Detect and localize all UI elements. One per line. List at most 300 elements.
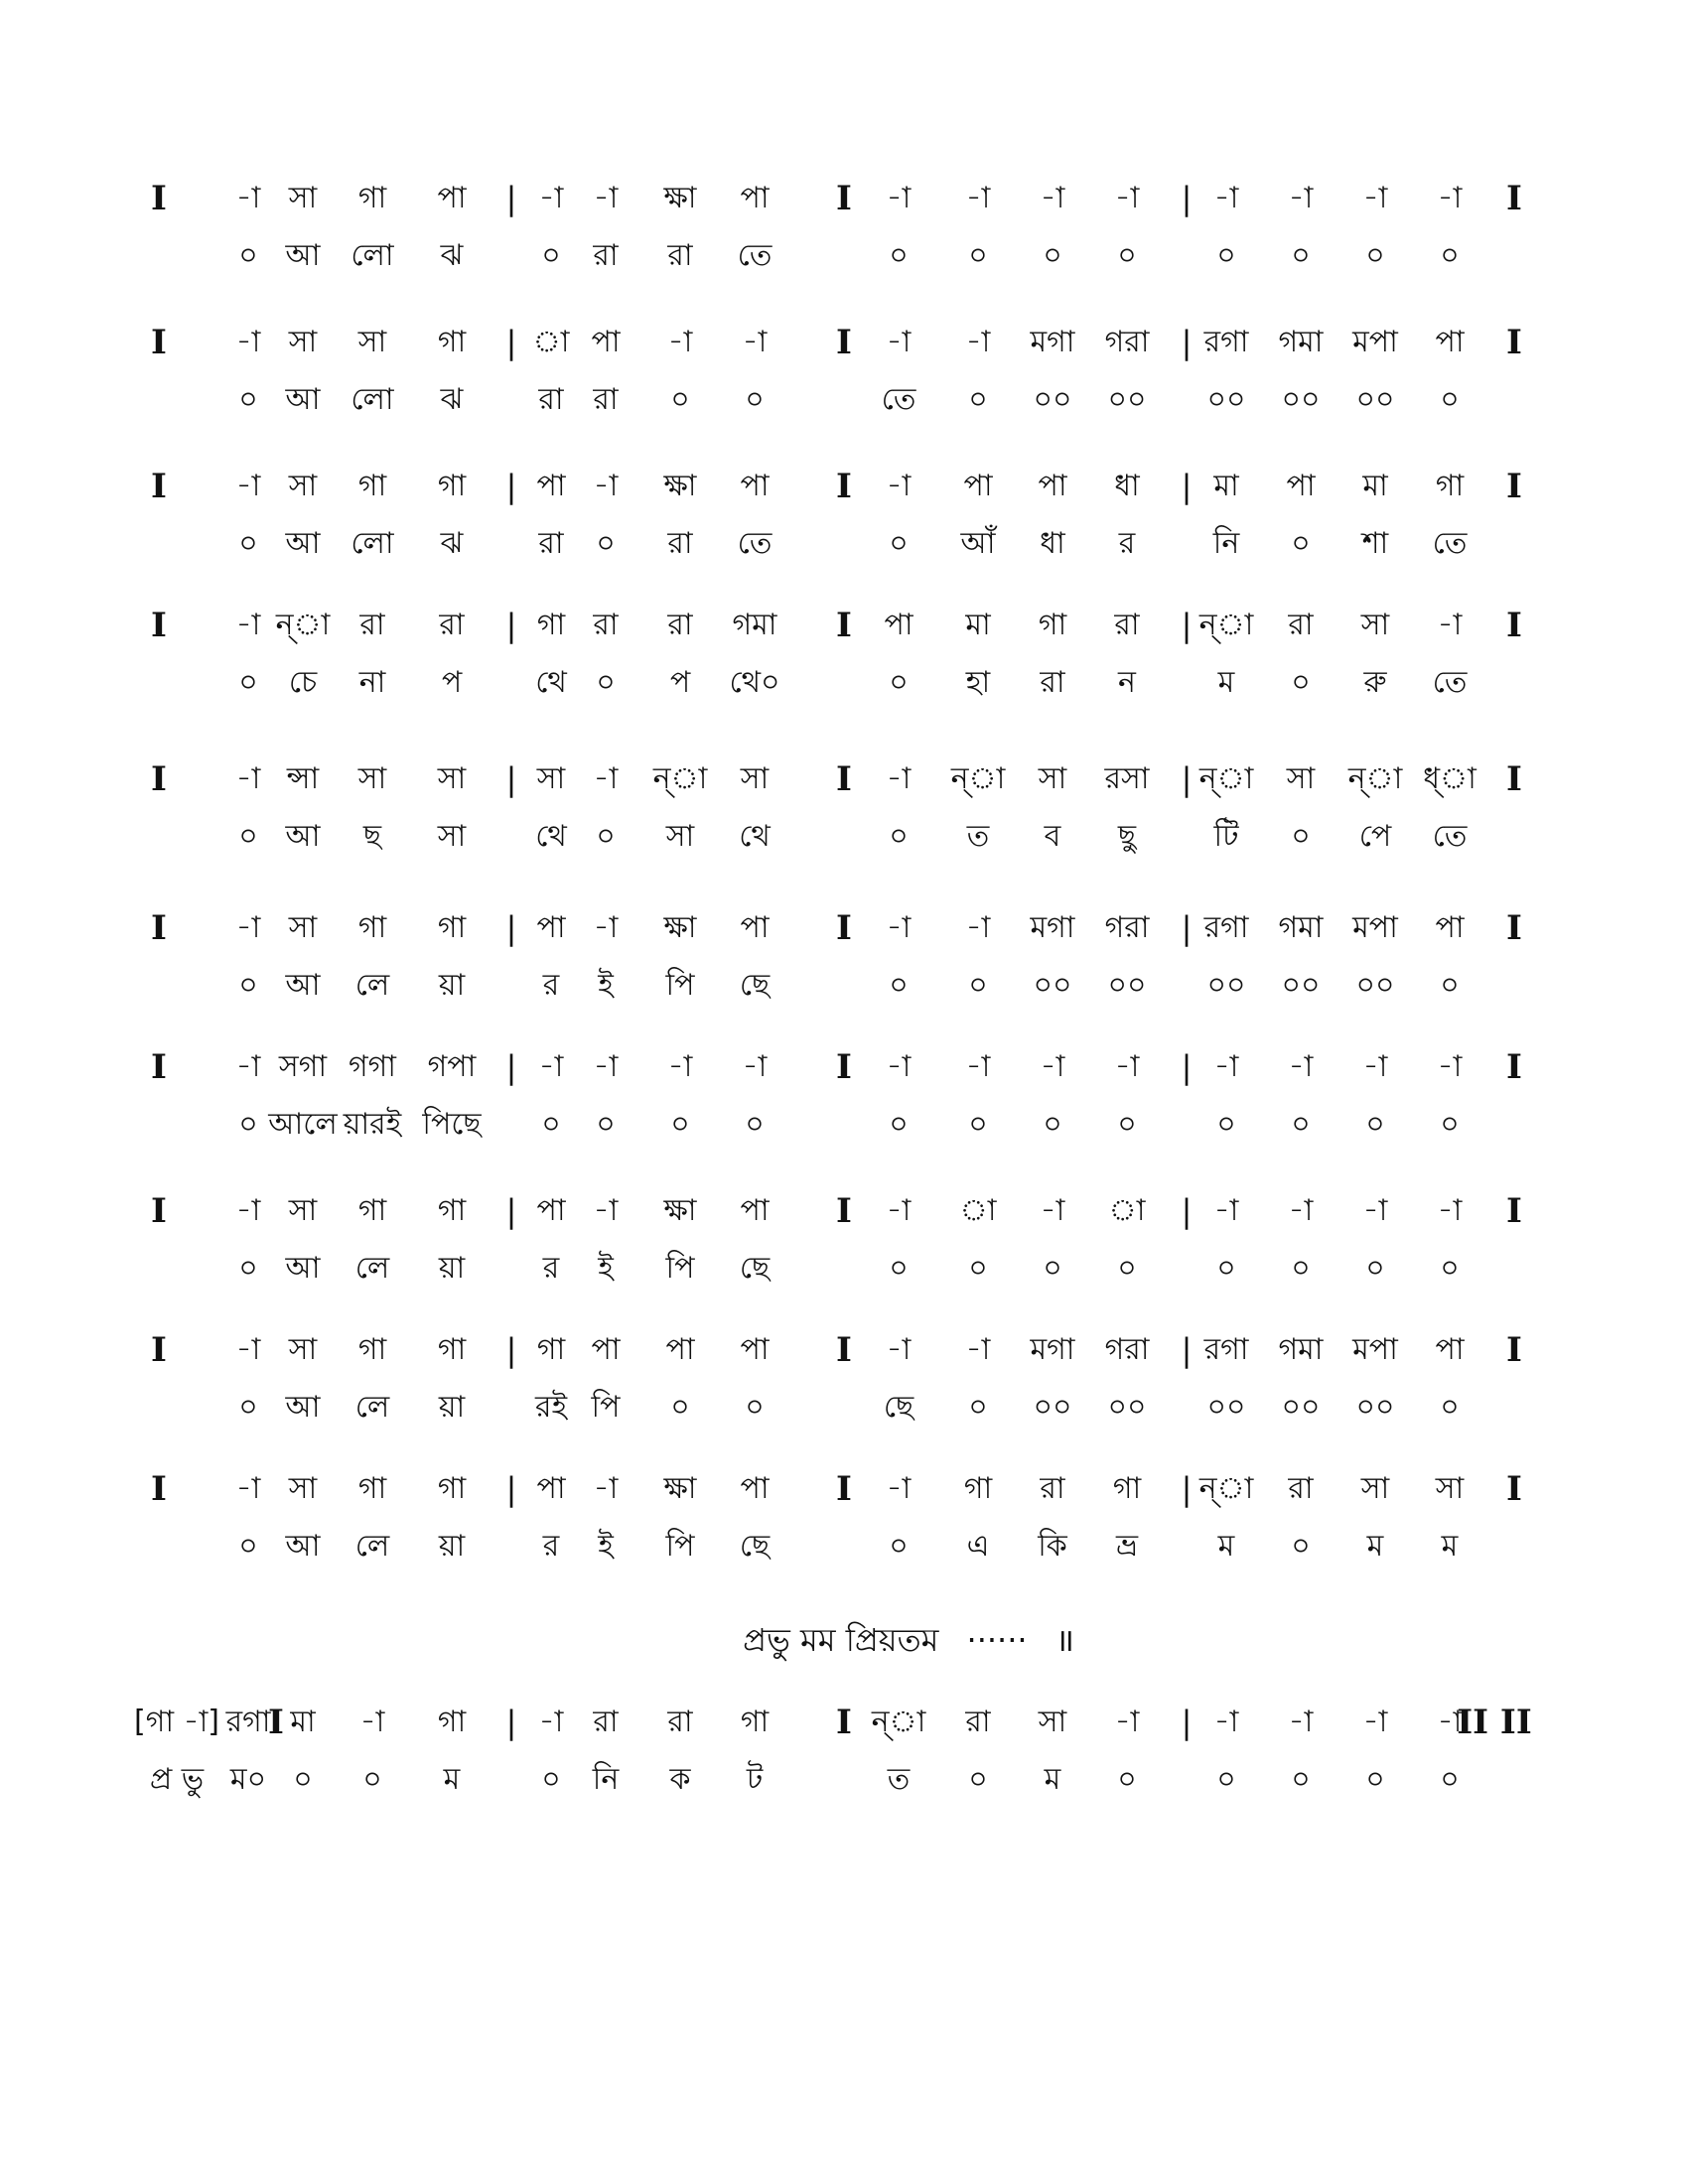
note-token: া [532,325,570,359]
note-token: গা [357,910,387,945]
note-token: -া [593,1193,619,1228]
lyric-syllable: রা [538,382,564,417]
note-token: গরা [1104,1332,1150,1367]
note-token: ক্ষা [663,1471,697,1506]
final-lyric-prefix: প্র ভু [149,1762,205,1797]
note-token: গা [963,1471,993,1506]
lyric-syllable: ০০ [1206,968,1246,1003]
note-token: গা [357,1332,387,1367]
note-token: -া [1437,1193,1463,1228]
lyric-syllable: র [542,1251,560,1286]
note-token: পা [536,469,566,503]
note-token: পা [536,910,566,945]
refrain-text: প্রভু মম প্রিয়তম [743,1621,939,1659]
lyric-syllable: পিছে [422,1107,482,1142]
note-token: -া [593,1471,619,1506]
bar-line: I [836,323,852,362]
lyric-syllable: র [542,968,560,1003]
lyric-syllable: ০ [1440,1762,1460,1797]
lyric-syllable: ০ [1291,1529,1311,1564]
row-end-mark: I [1506,1330,1522,1370]
bar-line: | [505,468,517,505]
note-token: -া [593,910,619,945]
lyric-syllable: ম [1217,1529,1235,1564]
note-token: পা [740,910,770,945]
lyric-syllable: রা [538,526,564,561]
note-token: -া [886,910,912,945]
lyric-syllable: লো [351,238,394,273]
row-start-mark: I [151,1047,167,1087]
row-start-mark: I [151,323,167,362]
bar-line: I [836,179,852,218]
lyric-syllable: পি [665,1529,695,1564]
lyric-syllable: তে [881,382,916,417]
bar-line: | [505,1048,517,1086]
lyric-syllable: ছে [739,1529,771,1564]
note-token: রা [359,608,385,642]
lyric-syllable: ঝ [440,382,464,417]
bar-line: I [836,467,852,506]
bar-line: | [505,1704,517,1741]
note-token: -া [886,181,912,215]
note-token: -া [235,1049,261,1084]
note-token: রা [1114,608,1140,642]
note-token: -া [1040,1193,1065,1228]
lyric-syllable: আ [285,238,321,273]
note-token: -া [235,325,261,359]
note-token: সা [1360,1471,1390,1506]
note-token: -া [235,1471,261,1506]
lyric-syllable: ০ [889,1107,909,1142]
note-token: সা [288,469,318,503]
lyric-syllable: ০ [1291,238,1311,273]
note-token: সা [288,1193,318,1228]
note-token: গা [437,1193,467,1228]
note-token: পা [740,1193,770,1228]
lyric-syllable: প [669,665,691,700]
lyric-syllable: ০ [968,1762,988,1797]
note-token: গা [357,469,387,503]
lyric-syllable: ০ [596,819,616,854]
lyric-syllable: ০ [1365,1251,1385,1286]
note-token: গা [437,325,467,359]
lyric-syllable: ছ [362,819,382,854]
lyric-syllable: ০ [1440,1390,1460,1425]
row-end-mark: I [1506,1191,1522,1231]
bar-line: I [836,759,852,799]
bar-line: | [1181,909,1193,947]
lyric-syllable: ০ [1291,1251,1311,1286]
note-token: -া [593,1049,619,1084]
note-token: -া [1114,1705,1140,1739]
row-end-mark: I [1506,908,1522,948]
row-start-mark: I [151,908,167,948]
note-token: -া [1437,608,1463,642]
lyric-syllable: ই [598,1529,614,1564]
note-token: ক্ষা [663,181,697,215]
lyric-syllable: ০ [1216,1762,1236,1797]
lyric-syllable: থে [739,819,771,854]
lyric-syllable: ০০ [1355,968,1395,1003]
lyric-syllable: ০ [1117,238,1137,273]
note-token: মপা [1352,1332,1398,1367]
note-token: ন্‌া [1347,761,1403,796]
note-token: -া [593,181,619,215]
bar-line: | [1181,468,1193,505]
bar-line: | [505,324,517,361]
lyric-syllable: ০ [745,1107,765,1142]
lyric-syllable: পি [591,1390,621,1425]
note-token: রা [1288,1471,1314,1506]
note-token: সা [740,761,770,796]
lyric-syllable: ০ [238,1107,258,1142]
note-token: পা [740,181,770,215]
refrain-line [0,1620,1688,1660]
lyric-syllable: ০ [1291,1762,1311,1797]
note-token: -া [965,910,991,945]
lyric-syllable: ০ [238,1390,258,1425]
lyric-syllable: আ [285,1390,321,1425]
note-token: পা [665,1332,695,1367]
row-start-mark: I [151,467,167,506]
row-start-mark: I [151,1191,167,1231]
note-token: গা [740,1705,770,1739]
note-token: -া [886,1049,912,1084]
lyric-syllable: ০ [670,1390,690,1425]
row-start-mark: I [268,1703,284,1742]
note-token: রা [1288,608,1314,642]
lyric-syllable: ০ [889,238,909,273]
note-token: মগা [1030,910,1075,945]
note-token: -া [1040,1049,1065,1084]
note-token: গপা [427,1049,477,1084]
note-token: পা [963,469,993,503]
note-token: -া [1040,181,1065,215]
note-token: ক্ষা [663,1193,697,1228]
bar-line: | [1181,324,1193,361]
note-token: পা [1435,325,1465,359]
note-token: -া [1362,1049,1388,1084]
lyric-syllable: রা [593,238,619,273]
note-token: গা [437,469,467,503]
row-start-mark: I [151,1330,167,1370]
note-token: রা [593,1705,619,1739]
lyric-syllable: ০ [670,1107,690,1142]
bar-line: I [836,1703,852,1742]
note-token: রা [667,1705,693,1739]
bar-line: | [1181,1192,1193,1230]
note-token: পা [536,1193,566,1228]
lyric-syllable: ০ [745,1390,765,1425]
lyric-syllable: ০ [293,1762,313,1797]
note-token: সা [1038,761,1067,796]
note-token: -া [593,469,619,503]
note-token: -া [1437,1705,1463,1739]
lyric-syllable: নি [1212,526,1240,561]
note-token: -া [965,181,991,215]
note-token: -া [742,325,768,359]
note-token: মা [965,608,991,642]
lyric-syllable: থে০ [729,665,780,700]
note-token: -া [667,325,693,359]
note-token: পা [536,1471,566,1506]
note-token: গা [437,910,467,945]
note-token: -া [1114,181,1140,215]
note-token: সা [357,325,387,359]
note-token: রা [439,608,465,642]
note-token: -া [886,1471,912,1506]
lyric-syllable: ০ [968,238,988,273]
bar-line: | [1181,180,1193,217]
row-end-mark: I [1506,323,1522,362]
note-token: -া [593,761,619,796]
row-start-mark: I [151,1469,167,1509]
lyric-syllable: য়া [438,1529,466,1564]
note-token: গমা [1278,910,1324,945]
lyric-syllable: চে [288,665,318,700]
lyric-syllable: ম [443,1762,461,1797]
row-end-mark: I [1506,467,1522,506]
lyric-syllable: ০ [1440,1107,1460,1142]
lyric-syllable: লে [354,1529,390,1564]
lyric-syllable: ঝ [440,238,464,273]
bar-line: I [836,1330,852,1370]
lyric-syllable: ০ [362,1762,382,1797]
lyric-syllable: ম [1366,1529,1384,1564]
note-token: -া [1362,1193,1388,1228]
lyric-syllable: তে [737,526,773,561]
lyric-syllable: ০ [968,382,988,417]
lyric-syllable: ই [598,1251,614,1286]
bar-line: | [505,1331,517,1369]
note-token: -া [235,1193,261,1228]
lyric-syllable: রা [1040,665,1065,700]
lyric-syllable: ছে [739,968,771,1003]
note-token: গা [437,1705,467,1739]
lyric-syllable: ০ [1291,819,1311,854]
note-token: -া [1437,1049,1463,1084]
lyric-syllable: রা [667,238,693,273]
row-end-mark: I [1506,1047,1522,1087]
note-token: -া [886,469,912,503]
refrain-end-mark: ॥ [1055,1621,1074,1659]
note-token: ন্‌া [871,1705,926,1739]
note-token: া [1108,1193,1146,1228]
note-token: সগা [278,1049,328,1084]
note-token: গমা [1278,1332,1324,1367]
note-token: রসা [1104,761,1150,796]
note-token: রগা [225,1705,271,1739]
final-prefix: [গা -া] [133,1705,220,1739]
note-token: পা [591,325,621,359]
lyric-syllable: ত [887,1762,911,1797]
lyric-syllable: প [441,665,463,700]
note-token: গা [437,1471,467,1506]
row-start-mark: I [151,759,167,799]
lyric-syllable: ০ [745,382,765,417]
note-token: পা [1038,469,1067,503]
lyric-syllable: ০ [889,1529,909,1564]
note-token: -া [742,1049,768,1084]
bar-line: I [836,908,852,948]
lyric-syllable: ০ [238,382,258,417]
note-token: গা [536,1332,566,1367]
lyric-syllable: ০ [238,968,258,1003]
lyric-syllable: ০ [1043,1107,1062,1142]
lyric-syllable: সা [437,819,467,854]
lyric-syllable: তে [1432,665,1468,700]
note-token: পা [740,1332,770,1367]
lyric-syllable: এ [966,1529,990,1564]
lyric-syllable: ০ [968,1251,988,1286]
lyric-syllable: শা [1361,526,1389,561]
bar-line: | [1181,1704,1193,1741]
lyric-syllable: ০ [1117,1251,1137,1286]
bar-line: | [505,1470,517,1508]
note-token: -া [538,1049,564,1084]
note-token: ন্‌া [1198,608,1254,642]
note-token: গা [357,181,387,215]
bar-line: | [1181,1331,1193,1369]
lyric-syllable: ০০ [1107,968,1147,1003]
lyric-syllable: থে [535,819,567,854]
note-token: -া [1213,181,1239,215]
lyric-syllable: ০০ [1033,968,1072,1003]
lyric-syllable: ত [966,819,990,854]
note-token: সা [288,325,318,359]
row-end-mark: I [1506,759,1522,799]
lyric-syllable: রই [534,1390,568,1425]
note-token: রা [1040,1471,1065,1506]
lyric-syllable: ০০ [1033,1390,1072,1425]
bar-line: | [1181,1048,1193,1086]
lyric-syllable: ০ [238,1529,258,1564]
lyric-syllable: তে [737,238,773,273]
note-token: পা [1286,469,1316,503]
bar-line: I [836,1047,852,1087]
lyric-syllable: ক [669,1762,691,1797]
note-token: সা [288,181,318,215]
bar-line: | [505,760,517,798]
lyric-syllable: ই [598,968,614,1003]
lyric-syllable: রা [667,526,693,561]
lyric-syllable: পি [665,968,695,1003]
lyric-syllable: টি [1213,819,1239,854]
note-token: -া [886,1332,912,1367]
note-token: -া [1213,1049,1239,1084]
note-token: গরা [1104,325,1150,359]
note-token: -া [1288,1705,1314,1739]
lyric-syllable: ০ [968,1390,988,1425]
lyric-syllable: ০ [238,665,258,700]
note-token: পা [1435,1332,1465,1367]
lyric-syllable: ০ [889,1251,909,1286]
note-token: সা [1360,608,1390,642]
lyric-syllable: ম [1044,1762,1061,1797]
bar-line: | [505,180,517,217]
note-token: ধা [1114,469,1140,503]
note-token: -া [235,910,261,945]
note-token: মপা [1352,910,1398,945]
note-token: সা [357,761,387,796]
lyric-syllable: ০০ [1206,1390,1246,1425]
lyric-syllable: য়া [438,1251,466,1286]
note-token: সা [1435,1471,1465,1506]
lyric-syllable: ০০ [1281,382,1321,417]
lyric-syllable: ০ [1440,968,1460,1003]
row-start-mark: I [151,606,167,645]
note-token: সা [288,910,318,945]
lyric-syllable: য়া [438,1390,466,1425]
lyric-syllable: ০ [238,526,258,561]
lyric-syllable: ০ [596,1107,616,1142]
note-token: মগা [1030,1332,1075,1367]
lyric-syllable: ম [1217,665,1235,700]
lyric-syllable: লে [354,1390,390,1425]
lyric-syllable: ০ [238,238,258,273]
bar-line: I [836,1469,852,1509]
row-end-mark: I [1506,179,1522,218]
note-token: -া [1362,1705,1388,1739]
note-token: রগা [1203,325,1249,359]
note-token: -া [1288,1049,1314,1084]
lyric-syllable: ০ [1365,1762,1385,1797]
lyric-syllable: ০ [889,968,909,1003]
note-token: ন্‌া [1198,761,1254,796]
row-end-mark: I [1506,1469,1522,1509]
lyric-syllable: ০০ [1107,1390,1147,1425]
note-token: -া [235,1332,261,1367]
lyric-syllable: ০ [1117,1107,1137,1142]
note-token: গরা [1104,910,1150,945]
lyric-syllable: ০ [1291,665,1311,700]
note-token: ক্ষা [663,910,697,945]
refrain-dots: ······ [966,1621,1028,1659]
lyric-syllable: ০ [541,1762,561,1797]
lyric-syllable: ০০ [1281,1390,1321,1425]
lyric-syllable: আলে [268,1107,338,1142]
note-token: -া [359,1705,385,1739]
note-token: -া [886,325,912,359]
note-token: -া [235,608,261,642]
lyric-syllable: পি [665,1251,695,1286]
note-token: -া [235,469,261,503]
note-token: -া [1362,181,1388,215]
note-token: গা [1038,608,1067,642]
lyric-syllable: ছে [739,1251,771,1286]
note-token: গা [437,1332,467,1367]
lyric-syllable: ০ [889,665,909,700]
note-token: ক্ষা [663,469,697,503]
lyric-syllable: ০ [1216,1251,1236,1286]
lyric-syllable: ০০ [1033,382,1072,417]
note-token: -া [1437,181,1463,215]
note-token: গা [1112,1471,1142,1506]
lyric-syllable: ০ [541,1107,561,1142]
lyric-syllable: ০ [1440,382,1460,417]
note-token: ন্‌া [1198,1471,1254,1506]
note-token: সা [288,1471,318,1506]
bar-line: | [505,607,517,644]
lyric-syllable: র [542,1529,560,1564]
note-token: ন্‌া [275,608,331,642]
lyric-syllable: ০০ [1107,382,1147,417]
note-token: মা [1213,469,1239,503]
note-token: মা [1362,469,1388,503]
lyric-syllable: ০ [1117,1762,1137,1797]
lyric-syllable: ০ [596,526,616,561]
lyric-syllable: ০ [1365,1107,1385,1142]
